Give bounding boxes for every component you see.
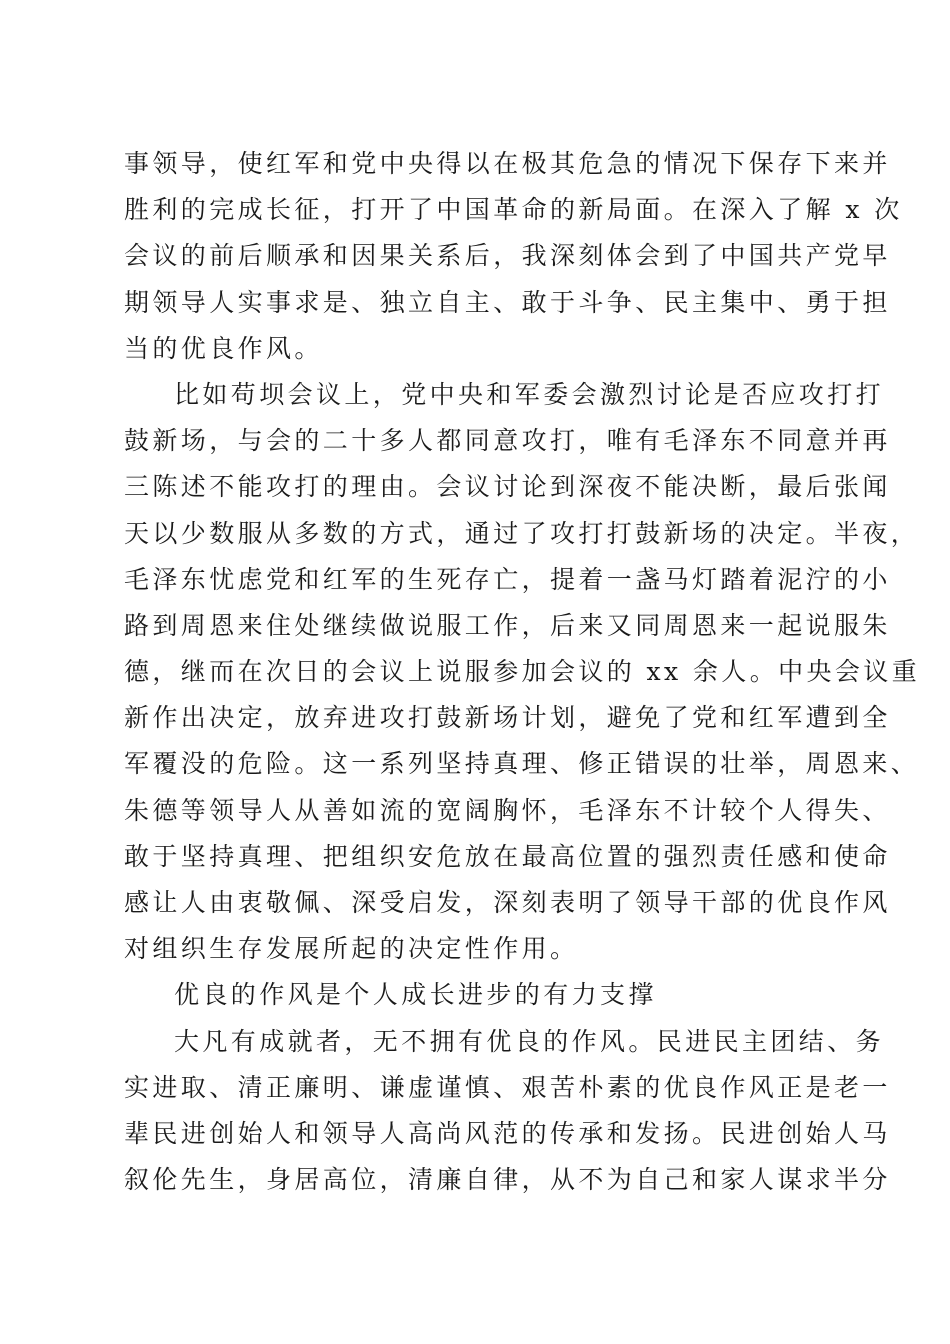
text-line: 叙伦先生，身居高位，清廉自律，从不为自己和家人谋求半分 xyxy=(124,1165,891,1195)
text-line: 辈民进创始人和领导人高尚风范的传承和发扬。民进创始人马 xyxy=(124,1118,891,1148)
text-line: 新作出决定，放弃进攻打鼓新场计划，避免了党和红军遭到全 xyxy=(124,703,891,733)
text-line: 军覆没的危险。这一系列坚持真理、修正错误的壮举，周恩来、 xyxy=(124,749,920,779)
text-line: 毛泽东忧虑党和红军的生死存亡，提着一盏马灯踏着泥泞的小 xyxy=(124,564,891,594)
paragraph-first-line: 比如苟坝会议上，党中央和军委会激烈讨论是否应攻打打 xyxy=(174,379,885,409)
text-line: 事领导，使红军和党中央得以在极其危急的情况下保存下来并 xyxy=(124,149,891,178)
paragraph-first-line: 大凡有成就者，无不拥有优良的作风。民进民主团结、务 xyxy=(174,1026,885,1056)
section-heading: 优良的作风是个人成长进步的有力支撑 xyxy=(174,980,657,1010)
text-line: 德，继而在次日的会议上说服参加会议的 xx 余人。中央会议重 xyxy=(124,657,921,687)
text-line: 敢于坚持真理、把组织安危放在最高位置的强烈责任感和使命 xyxy=(124,841,891,871)
text-line: 会议的前后顺承和因果关系后，我深刻体会到了中国共产党早 xyxy=(124,241,891,271)
text-line: 三陈述不能攻打的理由。会议讨论到深夜不能决断，最后张闻 xyxy=(124,472,891,502)
text-line: 当的优良作风。 xyxy=(124,333,323,363)
text-line: 天以少数服从多数的方式，通过了攻打打鼓新场的决定。半夜， xyxy=(124,518,920,548)
document-body xyxy=(124,141,921,1203)
text-line: 感让人由衷敬佩、深受启发，深刻表明了领导干部的优良作风 xyxy=(124,888,891,917)
text-line: 实进取、清正廉明、谦虚谨慎、艰苦朴素的优良作风正是老一 xyxy=(124,1072,891,1102)
text-line: 胜利的完成长征，打开了中国革命的新局面。在深入了解 x 次 xyxy=(124,195,903,225)
text-line: 朱德等领导人从善如流的宽阔胸怀，毛泽东不计较个人得失、 xyxy=(124,795,891,825)
text-line: 期领导人实事求是、独立自主、敢于斗争、民主集中、勇于担 xyxy=(124,287,891,317)
text-line: 鼓新场，与会的二十多人都同意攻打，唯有毛泽东不同意并再 xyxy=(124,426,891,456)
text-line: 路到周恩来住处继续做说服工作，后来又同周恩来一起说服朱 xyxy=(124,610,891,640)
text-line: 对组织生存发展所起的决定性作用。 xyxy=(124,934,579,964)
